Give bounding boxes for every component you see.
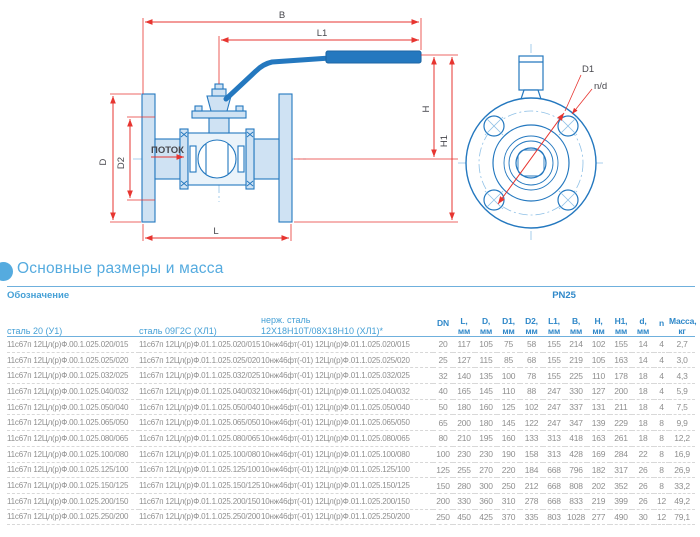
value-cell-10: 4: [654, 384, 669, 400]
seat-left: [190, 146, 196, 172]
value-cell-0: 125: [433, 462, 453, 478]
value-cell-3: 220: [497, 462, 520, 478]
value-cell-4: 102: [520, 399, 543, 415]
value-cell-7: 163: [587, 431, 610, 447]
value-cell-10: 8: [654, 431, 669, 447]
designation-stainless: 10нж46фт(-01) 12Цл(р)Ф.01.1.025.050/040: [261, 399, 433, 415]
value-cell-4: 335: [520, 509, 543, 525]
plate-bolt-right: [236, 106, 243, 111]
value-cell-11: 3,0: [669, 352, 695, 368]
table-row: [7, 337, 695, 353]
designation-steel09g2s: 11с67п 12Цл(р)Ф.01.1.025.150/125: [139, 478, 261, 494]
dim-col-8: H1, мм: [610, 303, 632, 337]
value-cell-8: 155: [614, 339, 628, 350]
designation-stainless: 10нж46фт(-01) 12Цл(р)Ф.01.1.025.020/015: [261, 339, 410, 349]
value-cell-1: 210: [453, 431, 475, 447]
pressure-class-header: PN25: [552, 289, 576, 301]
handle-grip: [326, 51, 421, 63]
designation-steel09g2s: 11с67п 12Цл(р)Ф.01.1.025.025/020: [139, 352, 261, 368]
designation-steel20: 11с67п 12Цл(р)Ф.00.1.025.150/125: [7, 478, 139, 494]
designation-steel09g2s: 11с67п 12Цл(р)Ф.01.1.025.200/150: [139, 493, 261, 509]
value-cell-4: 68: [520, 352, 543, 368]
table-row: [7, 399, 695, 415]
value-cell-2: 105: [479, 339, 493, 350]
value-cell-10: 4: [654, 352, 669, 368]
table-row: [7, 384, 695, 400]
table-row: [7, 493, 695, 509]
value-cell-6: 833: [565, 493, 587, 509]
value-cell-5: 313: [543, 446, 565, 462]
value-cell-5: 247: [543, 415, 565, 431]
value-cell-10: 4: [654, 399, 669, 415]
value-cell-5: 247: [543, 384, 565, 400]
designation-stainless: 10нж46фт(-01) 12Цл(р)Ф.01.1.025.032/025: [261, 368, 433, 384]
value-cell-8: 178: [610, 368, 632, 384]
designation-steel20: 11с67п 12Цл(р)Ф.00.1.025.050/040: [7, 399, 139, 415]
value-cell-2: 180: [475, 415, 497, 431]
value-cell-5: 668: [543, 493, 565, 509]
designation-steel09g2s: 11с67п 12Цл(р)Ф.01.1.025.080/065: [139, 431, 261, 447]
value-cell-6: 1028: [565, 509, 587, 525]
value-cell-6: 225: [565, 368, 587, 384]
value-cell-1: 127: [453, 352, 475, 368]
seat-right: [238, 146, 244, 172]
handle-lever: [226, 58, 330, 99]
value-cell-7: 139: [587, 415, 610, 431]
section-title: Основные размеры и масса: [17, 260, 224, 277]
value-cell-2: 115: [475, 352, 497, 368]
value-cell-7: 169: [587, 446, 610, 462]
dim-col-5: L1, мм: [543, 303, 565, 337]
table-row: [7, 352, 695, 368]
designation-steel09g2s: 11с67п 12Цл(р)Ф.01.1.025.050/040: [139, 399, 261, 415]
dim-label-b: B: [278, 10, 286, 21]
value-cell-8: 261: [610, 431, 632, 447]
value-cell-2: 160: [475, 399, 497, 415]
designation-stainless: 10нж46фт(-01) 12Цл(р)Ф.01.1.025.080/065: [261, 431, 433, 447]
value-cell-9: 30: [632, 509, 654, 525]
value-cell-5: 155: [543, 352, 565, 368]
value-cell-5: 668: [543, 478, 565, 494]
brand-bullet-icon: [0, 262, 13, 281]
designation-steel20: 11с67п 12Цл(р)Ф.00.1.025.032/025: [7, 368, 139, 384]
value-cell-4: 278: [520, 493, 543, 509]
value-cell-1: 255: [453, 462, 475, 478]
designation-steel20: 11с67п 12Цл(р)Ф.00.1.025.125/100: [7, 462, 139, 478]
value-cell-3: 100: [497, 368, 520, 384]
dimensions-table: [7, 286, 695, 525]
value-cell-6: 796: [565, 462, 587, 478]
value-cell-1: 140: [453, 368, 475, 384]
valve-technical-drawing: [0, 0, 700, 258]
value-cell-7: 131: [587, 399, 610, 415]
dim-label-d: D: [98, 158, 109, 166]
value-cell-7: 219: [587, 493, 610, 509]
handle-end-view: [519, 56, 543, 90]
designation-steel09g2s: 11с67п 12Цл(р)Ф.01.1.025.020/015: [139, 339, 261, 349]
value-cell-9: 18: [632, 399, 654, 415]
value-cell-0: 25: [433, 352, 453, 368]
designation-steel20: 11с67п 12Цл(р)Ф.00.1.025.025/020: [7, 352, 139, 368]
value-cell-6: 418: [565, 431, 587, 447]
table-row: [7, 446, 695, 462]
value-cell-8: 200: [610, 384, 632, 400]
dim-col-3: D1, мм: [497, 303, 520, 337]
mounting-plate: [192, 111, 246, 118]
value-cell-6: 337: [565, 399, 587, 415]
designation-steel20: 11с67п 12Цл(р)Ф.00.1.025.200/150: [7, 493, 139, 509]
flow-label: ПОТОК: [151, 145, 184, 156]
value-cell-1: 117: [457, 339, 471, 350]
designation-steel20: 11с67п 12Цл(р)Ф.00.1.025.065/050: [7, 415, 139, 431]
designation-steel09g2s: 11с67п 12Цл(р)Ф.01.1.025.250/200: [139, 509, 261, 525]
value-cell-0: 50: [433, 399, 453, 415]
table-row: [7, 509, 695, 525]
dim-label-l: L: [213, 226, 219, 237]
value-cell-3: 250: [497, 478, 520, 494]
body-end-plate-left: [180, 129, 188, 189]
value-cell-0: 100: [433, 446, 453, 462]
table-row: [7, 368, 695, 384]
value-cell-3: 160: [497, 431, 520, 447]
value-cell-4: 78: [520, 368, 543, 384]
value-cell-9: 14: [632, 352, 654, 368]
material-col-steel20: сталь 20 (У1): [7, 303, 139, 337]
material-col-steel09g2s: сталь 09Г2С (ХЛ1): [139, 303, 261, 337]
dim-label-l1: L1: [316, 28, 328, 39]
value-cell-6: 330: [565, 384, 587, 400]
value-cell-2: 360: [475, 493, 497, 509]
value-cell-4: 184: [520, 462, 543, 478]
designation-steel09g2s: 11с67п 12Цл(р)Ф.01.1.025.125/100: [139, 462, 261, 478]
value-cell-2: 145: [475, 384, 497, 400]
value-cell-4: 58: [526, 339, 537, 350]
value-cell-11: 4,3: [669, 368, 695, 384]
dim-col-2: D, мм: [475, 303, 497, 337]
plate-bolt-left: [195, 106, 202, 111]
value-cell-7: 277: [587, 509, 610, 525]
value-cell-7: 105: [587, 352, 610, 368]
value-cell-9: 18: [632, 368, 654, 384]
value-cell-8: 490: [610, 509, 632, 525]
value-cell-3: 370: [497, 509, 520, 525]
value-cell-4: 158: [520, 446, 543, 462]
value-cell-3: 310: [497, 493, 520, 509]
value-cell-4: 122: [520, 415, 543, 431]
side-view: [133, 51, 421, 222]
value-cell-4: 133: [520, 431, 543, 447]
value-cell-10: 12: [654, 493, 669, 509]
value-cell-11: 49,2: [669, 493, 695, 509]
dim-col-0: DN: [433, 303, 453, 337]
value-cell-9: 14: [638, 339, 648, 350]
designation-steel09g2s: 11с67п 12Цл(р)Ф.01.1.025.040/032: [139, 384, 261, 400]
value-cell-10: 8: [654, 415, 669, 431]
value-cell-5: 247: [543, 399, 565, 415]
value-cell-7: 110: [587, 368, 610, 384]
designation-steel09g2s: 11с67п 12Цл(р)Ф.01.1.025.100/080: [139, 446, 261, 462]
table-header-row-2: [7, 303, 695, 337]
value-cell-0: 20: [438, 339, 448, 350]
value-cell-6: 347: [565, 415, 587, 431]
valve-drawing-svg: [0, 0, 700, 258]
value-cell-0: 250: [433, 509, 453, 525]
value-cell-5: 668: [543, 462, 565, 478]
value-cell-11: 33,2: [669, 478, 695, 494]
designation-stainless: 10нж46фт(-01) 12Цл(р)Ф.01.1.025.125/100: [261, 462, 433, 478]
dim-label-h: H: [421, 105, 432, 113]
left-flange: [142, 94, 155, 222]
value-cell-8: 352: [610, 478, 632, 494]
designation-stainless: 10нж46фт(-01) 12Цл(р)Ф.01.1.025.250/200: [261, 509, 433, 525]
table-body: [7, 337, 695, 525]
value-cell-8: 229: [610, 415, 632, 431]
value-cell-6: 808: [565, 478, 587, 494]
neck: [209, 118, 229, 133]
dim-label-nd: n/d: [594, 81, 608, 92]
designation-steel20: 11с67п 12Цл(р)Ф.00.1.025.250/200: [7, 509, 139, 525]
value-cell-3: 85: [497, 352, 520, 368]
value-cell-10: 8: [654, 478, 669, 494]
value-cell-1: 280: [453, 478, 475, 494]
value-cell-2: 195: [475, 431, 497, 447]
value-cell-11: 16,9: [669, 446, 695, 462]
designation-steel09g2s: 11с67п 12Цл(р)Ф.01.1.025.032/025: [139, 368, 261, 384]
value-cell-10: 4: [659, 339, 664, 350]
designation-steel20: 11с67п 12Цл(р)Ф.00.1.025.100/080: [7, 446, 139, 462]
value-cell-10: 4: [654, 368, 669, 384]
dim-col-10: n: [654, 303, 669, 337]
value-cell-3: 145: [497, 415, 520, 431]
dim-col-11: Масса, кг: [669, 303, 695, 337]
right-flange: [279, 94, 292, 222]
dim-label-d2: D2: [116, 156, 127, 170]
stem-nut: [212, 89, 226, 96]
value-cell-3: 190: [497, 446, 520, 462]
value-cell-9: 22: [632, 446, 654, 462]
value-cell-11: 79,1: [669, 509, 695, 525]
value-cell-3: 110: [497, 384, 520, 400]
value-cell-3: 75: [503, 339, 514, 350]
value-cell-0: 80: [433, 431, 453, 447]
value-cell-10: 12: [654, 509, 669, 525]
value-cell-1: 230: [453, 446, 475, 462]
value-cell-6: 214: [569, 339, 583, 350]
value-cell-7: 182: [587, 462, 610, 478]
value-cell-8: 163: [610, 352, 632, 368]
dim-label-h1: H1: [439, 134, 450, 148]
value-cell-11: 5,9: [669, 384, 695, 400]
designation-steel20: 11с67п 12Цл(р)Ф.00.1.025.080/065: [7, 431, 139, 447]
table-header-row-1: [7, 287, 695, 304]
value-cell-7: 102: [591, 339, 606, 350]
value-cell-2: 425: [475, 509, 497, 525]
ball: [198, 140, 236, 178]
material-col-stainless: нерж. сталь 12Х18Н10Т/08Х18Н10 (ХЛ1)*: [261, 303, 433, 337]
value-cell-9: 26: [632, 478, 654, 494]
value-cell-8: 284: [610, 446, 632, 462]
value-cell-11: 9,9: [669, 415, 695, 431]
value-cell-5: 803: [543, 509, 565, 525]
dim-col-1: L, мм: [453, 303, 475, 337]
value-cell-5: 155: [547, 339, 561, 350]
right-pipe: [254, 139, 279, 179]
table-row: [7, 478, 695, 494]
value-cell-1: 450: [453, 509, 475, 525]
value-cell-2: 135: [475, 368, 497, 384]
stem-top: [215, 84, 223, 89]
designation-steel09g2s: 11с67п 12Цл(р)Ф.01.1.025.065/050: [139, 415, 261, 431]
value-cell-11: 7,5: [669, 399, 695, 415]
designation-steel20: 11с67п 12Цл(р)Ф.00.1.025.020/015: [7, 339, 129, 349]
value-cell-9: 18: [632, 431, 654, 447]
value-cell-0: 150: [433, 478, 453, 494]
value-cell-2: 230: [475, 446, 497, 462]
value-cell-11: 26,9: [669, 462, 695, 478]
table-row: [7, 431, 695, 447]
value-cell-9: 18: [632, 415, 654, 431]
value-cell-2: 300: [475, 478, 497, 494]
value-cell-0: 200: [433, 493, 453, 509]
designation-stainless: 10нж46фт(-01) 12Цл(р)Ф.01.1.025.025/020: [261, 352, 433, 368]
value-cell-8: 211: [610, 399, 632, 415]
value-cell-3: 125: [497, 399, 520, 415]
value-cell-2: 270: [475, 462, 497, 478]
value-cell-9: 26: [632, 462, 654, 478]
table-row: [7, 415, 695, 431]
value-cell-5: 313: [543, 431, 565, 447]
value-cell-0: 40: [433, 384, 453, 400]
designation-stainless: 10нж46фт(-01) 12Цл(р)Ф.01.1.025.040/032: [261, 384, 433, 400]
dim-label-d1: D1: [582, 64, 595, 75]
value-cell-4: 88: [520, 384, 543, 400]
dim-col-6: B, мм: [565, 303, 587, 337]
value-cell-0: 65: [433, 415, 453, 431]
value-cell-11: 2,7: [676, 339, 688, 350]
value-cell-7: 127: [587, 384, 610, 400]
value-cell-1: 330: [453, 493, 475, 509]
designation-steel20: 11с67п 12Цл(р)Ф.00.1.025.040/032: [7, 384, 139, 400]
value-cell-10: 8: [654, 446, 669, 462]
value-cell-8: 399: [610, 493, 632, 509]
value-cell-7: 202: [587, 478, 610, 494]
value-cell-9: 26: [632, 493, 654, 509]
designation-stainless: 10нж46фт(-01) 12Цл(р)Ф.01.1.025.100/080: [261, 446, 433, 462]
value-cell-8: 317: [610, 462, 632, 478]
designation-stainless: 10нж46фт(-01) 12Цл(р)Ф.01.1.025.150/125: [261, 478, 433, 494]
dim-col-4: D2, мм: [520, 303, 543, 337]
dim-col-9: d, мм: [632, 303, 654, 337]
value-cell-11: 12,2: [669, 431, 695, 447]
value-cell-4: 212: [520, 478, 543, 494]
designation-stainless: 10нж46фт(-01) 12Цл(р)Ф.01.1.025.200/150: [261, 493, 433, 509]
body-end-plate-right: [246, 129, 254, 189]
value-cell-1: 180: [453, 399, 475, 415]
value-cell-1: 165: [453, 384, 475, 400]
value-cell-6: 428: [565, 446, 587, 462]
value-cell-1: 200: [453, 415, 475, 431]
value-cell-6: 219: [565, 352, 587, 368]
value-cell-5: 155: [543, 368, 565, 384]
value-cell-10: 8: [654, 462, 669, 478]
dim-col-7: H, мм: [587, 303, 610, 337]
designation-stainless: 10нж46фт(-01) 12Цл(р)Ф.01.1.025.065/050: [261, 415, 433, 431]
designation-header: Обозначение: [7, 289, 70, 301]
value-cell-9: 18: [632, 384, 654, 400]
table-row: [7, 462, 695, 478]
value-cell-0: 32: [433, 368, 453, 384]
